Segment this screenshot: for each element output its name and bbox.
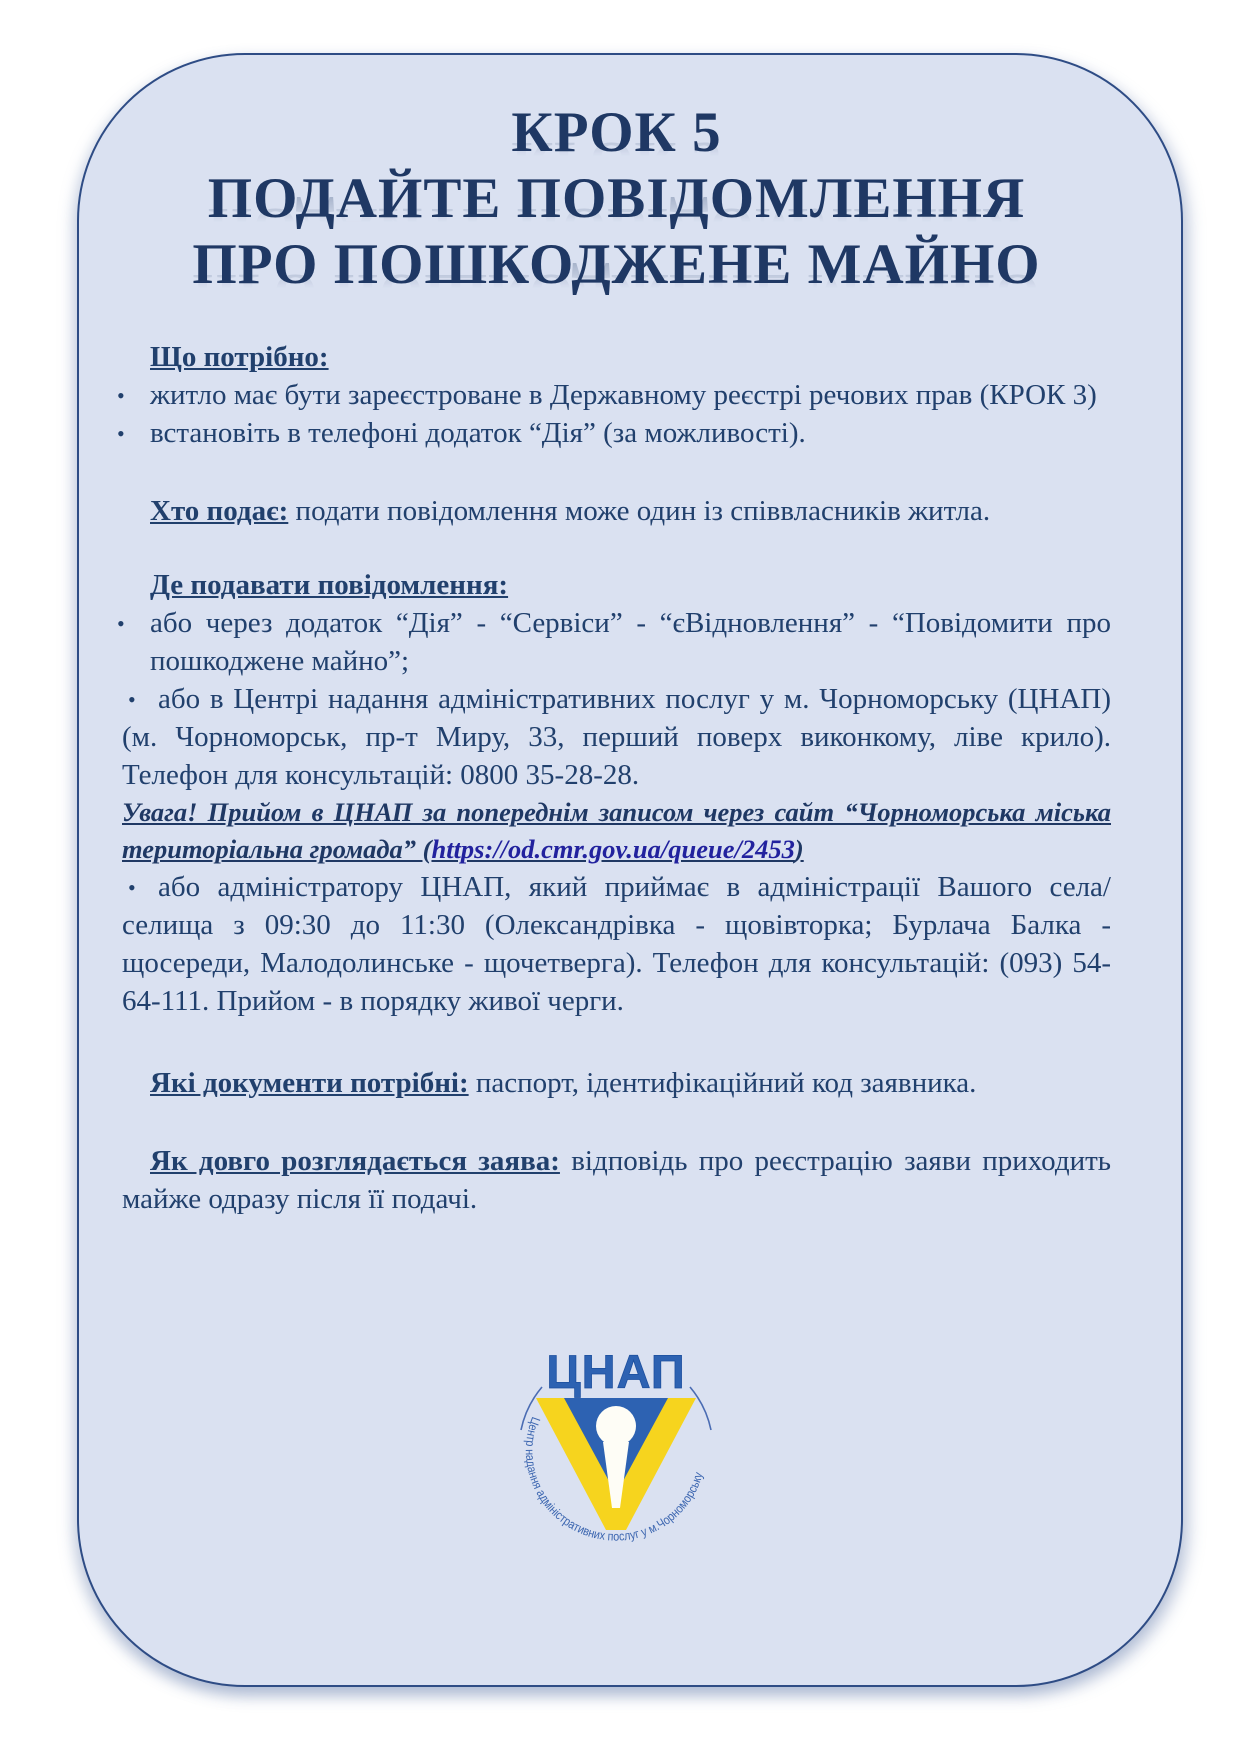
section-who-paragraph (122, 492, 1111, 530)
section-duration-paragraph (122, 1142, 1111, 1218)
section-label: Хто подає: (150, 495, 289, 527)
notice-paragraph (122, 794, 1111, 868)
cnap-logo (506, 1344, 726, 1560)
section-text: паспорт, ідентифікаційний код заявника. (468, 1067, 977, 1099)
section-text: подати повідомлення може один із співвласників житла. (288, 495, 991, 527)
section-need-heading (122, 338, 1111, 376)
title-action: ПОДАЙТЕ ПОВІДОМЛЕННЯ (207, 167, 1026, 230)
list-item-text: або в Центрі надання адміністративних послуг у м. Чорноморську (ЦНАП) (м. Чорноморськ, пр-т Миру, 33, перший поверх виконкому, ліве крило). Телефон для консультацій: 0800 35-28-28. (122, 683, 1111, 791)
cnap-logo-graphic (506, 1344, 726, 1560)
title-subject: ПРО ПОШКОДЖЕНЕ МАЙНО (192, 233, 1041, 296)
info-card (77, 53, 1183, 1687)
section-where-heading (122, 566, 1111, 604)
list-item (117, 414, 1111, 452)
list-item-text: встановіть в телефоні додаток “Дія” (за можливості). (150, 417, 806, 449)
logo-ring-textpath: Центр надання адміністративних послуг у м.Чорноморську (522, 1415, 706, 1544)
title-step: КРОК 5 (511, 101, 722, 164)
section-documents-paragraph (122, 1064, 1111, 1102)
bullet-icon: • (117, 611, 125, 636)
section-text: відповідь про реєстрацію заяви приходить майже одразу після її подачі. (122, 1145, 1111, 1215)
queue-link[interactable]: https://od.cmr.gov.ua/queue/2453 (431, 834, 795, 864)
section-label: Що потрібно: (150, 341, 329, 373)
bullet-icon: • (117, 383, 125, 408)
bullet-icon: • (117, 421, 125, 446)
notice-text: Увага! Прийом в ЦНАП за попереднім записом через сайт “Чорноморська міська територіальна громада” ( (122, 797, 1111, 864)
list-item (117, 604, 1111, 680)
list-item (122, 868, 1111, 1020)
section-label: Як довго розглядається заява: (150, 1145, 560, 1177)
list-item-text: або через додаток “Дія” - “Сервіси” - “єВідновлення” - “Повідомити про пошкоджене майно”; (150, 607, 1111, 677)
page-title (122, 100, 1111, 298)
logo-ring-arc-right (690, 1387, 711, 1430)
list-item-text: житло має бути зареєстроване в Державному реєстрі речових прав (КРОК 3) (150, 379, 1097, 411)
card-content (79, 55, 1181, 1218)
notice-text-suffix: ) (794, 834, 804, 864)
bullet-icon: • (128, 875, 136, 900)
list-item (122, 680, 1111, 794)
section-label: Які документи потрібні: (150, 1067, 469, 1099)
list-item (117, 376, 1111, 414)
logo-person-head (596, 1406, 636, 1446)
list-item-text: або адміністратору ЦНАП, який приймає в адміністрації Вашого села/селища з 09:30 до 11:30 (Олександрівка - щовівторка; Бурлача Балка - щосереди, Малодолинське - щочетверга). Телефон для консультацій: (093) 54-64-111. Прийом - в порядку живої черги. (122, 871, 1111, 1017)
bullet-icon: • (128, 687, 136, 712)
logo-acronym: ЦНАП (546, 1345, 686, 1398)
section-label: Де подавати повідомлення: (150, 569, 509, 601)
